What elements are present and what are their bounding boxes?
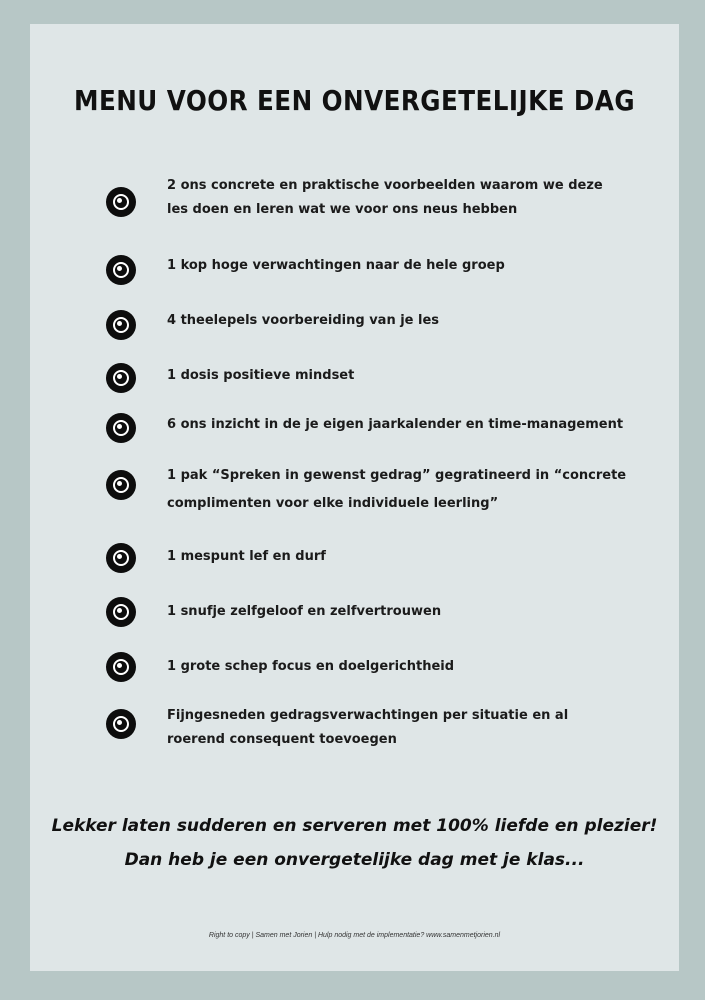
list-item-text: 1 pak “Spreken in gewenst gedrag” gegratineerd in “concrete complimenten voor elke individuele leerling” bbox=[167, 468, 627, 511]
disc-bullet-icon bbox=[106, 255, 136, 285]
disc-bullet-icon bbox=[106, 363, 136, 393]
disc-bullet-icon bbox=[106, 413, 136, 443]
disc-bullet-icon bbox=[106, 470, 136, 500]
disc-bullet-icon bbox=[106, 709, 136, 739]
page-title: MENU VOOR EEN ONVERGETELIJKE DAG bbox=[73, 84, 635, 117]
list-item-text: 1 mespunt lef en durf bbox=[167, 549, 326, 564]
disc-bullet-icon bbox=[106, 597, 136, 627]
disc-bullet-icon bbox=[106, 187, 136, 217]
closing-line-1: Lekker laten sudderen en serveren met 100% liefde en plezier! bbox=[51, 816, 658, 836]
list-item-text: 2 ons concrete en praktische voorbeelden waarom we deze les doen en leren wat we voor ons neus hebben bbox=[167, 178, 603, 217]
list-item-text: 1 grote schep focus en doelgerichtheid bbox=[167, 659, 455, 674]
list-item-text: Fijngesneden gedragsverwachtingen per situatie en al roerend consequent toevoegen bbox=[167, 708, 569, 747]
menu-page bbox=[30, 24, 679, 971]
list-item-text: 1 snufje zelfgeloof en zelfvertrouwen bbox=[167, 604, 442, 619]
list-item-text: 4 theelepels voorbereiding van je les bbox=[167, 313, 440, 328]
disc-bullet-icon bbox=[106, 310, 136, 340]
list-item-text: 1 dosis positieve mindset bbox=[167, 368, 355, 383]
disc-bullet-icon bbox=[106, 652, 136, 682]
list-item-text: 6 ons inzicht in de je eigen jaarkalender en time-management bbox=[167, 417, 624, 432]
footer-credit: Right to copy | Samen met Jorien | Hulp nodig met de implementatie? www.samenmetjorien.nl bbox=[208, 932, 501, 939]
closing-line-2: Dan heb je een onvergetelijke dag met je klas... bbox=[124, 850, 585, 870]
disc-bullet-icon bbox=[106, 543, 136, 573]
list-item-text: 1 kop hoge verwachtingen naar de hele groep bbox=[167, 258, 505, 273]
